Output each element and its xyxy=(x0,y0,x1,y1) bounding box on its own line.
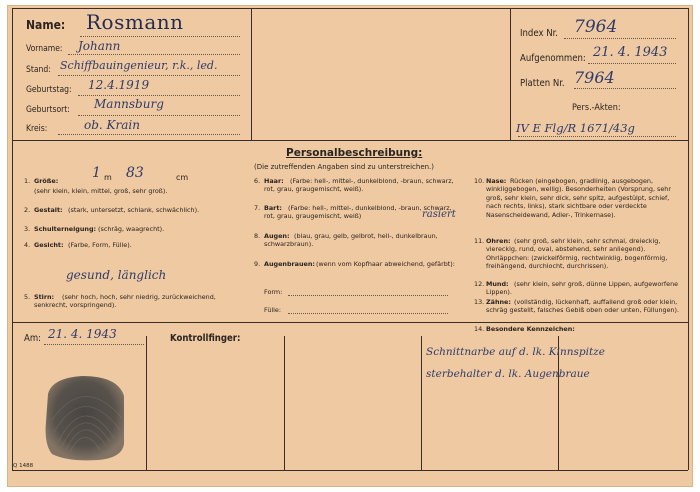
header-col-2 xyxy=(510,8,511,140)
pers-akten-label: Pers.-Akten: xyxy=(572,103,621,113)
bart-text: (Farbe: hell-, mittel-, dunkelblond, -braun, schwarz, rot, grau, graugemischt, weiß) xyxy=(264,204,452,221)
mund-num: 12. xyxy=(474,280,485,288)
mund-text: (sehr klein, sehr groß, dünne Lippen, aufgeworfene Lippen). xyxy=(486,280,679,297)
stand-value: Schiffbauingenieur, r.k., led. xyxy=(60,59,218,72)
am-label: Am: xyxy=(24,333,42,344)
form-label: Form: xyxy=(264,288,283,296)
personal-subtitle: (Die zutreffenden Angaben sind zu unterstreichen.) xyxy=(254,163,435,171)
bart-title: Bart: xyxy=(264,204,282,212)
zaehne-title: Zähne: xyxy=(486,298,511,306)
aufgenommen-value: 21. 4. 1943 xyxy=(593,45,668,60)
am-value: 21. 4. 1943 xyxy=(48,327,117,341)
index-value: 7964 xyxy=(574,17,618,37)
gesicht-text: (Farbe, Form, Fülle). xyxy=(68,241,132,249)
geburtstag-label: Geburtstag: xyxy=(26,85,72,95)
kenn-value-1: Schnittnarbe auf d. lk. Kinnspitze xyxy=(426,346,605,358)
brauen-text: (wenn vom Kopfhaar abweichend, gefärbt): xyxy=(316,260,455,268)
aufgenommen-label: Aufgenommen: xyxy=(520,53,586,64)
personal-title: Personalbeschreibung: xyxy=(286,147,423,159)
groesse-cm-value: 83 xyxy=(126,165,144,181)
header-divider xyxy=(12,140,688,141)
geburtsort-label: Geburtsort: xyxy=(26,105,70,115)
groesse-cm-unit: cm xyxy=(176,173,189,182)
nase-num: 10. xyxy=(474,177,485,185)
gesicht-num: 4. xyxy=(24,241,31,249)
bart-num: 7. xyxy=(254,204,261,212)
kenn-value-2: sterbehalter d. lk. Augenbraue xyxy=(426,368,590,380)
top-border xyxy=(12,8,688,9)
stand-line xyxy=(58,75,240,76)
nase-title: Nase: xyxy=(486,177,507,185)
groesse-m-value: 1 xyxy=(92,165,101,181)
ohren-num: 11. xyxy=(474,237,485,245)
kenn-title: Besondere Kennzeichen: xyxy=(486,325,575,333)
finger-col-2 xyxy=(284,336,285,470)
platten-line xyxy=(574,88,676,89)
augen-title: Augen: xyxy=(264,232,290,240)
header-col-1 xyxy=(251,8,252,140)
groesse-text: (sehr klein, klein, mittel, groß, sehr groß). xyxy=(34,187,168,195)
vorname-value: Johann xyxy=(78,39,121,53)
identity-card xyxy=(8,6,692,486)
kontroll-label: Kontrollfinger: xyxy=(170,333,241,344)
mund-title: Mund: xyxy=(486,280,509,288)
gesicht-title: Gesicht: xyxy=(34,241,64,249)
fuelle-label: Fülle: xyxy=(264,306,282,314)
right-border xyxy=(688,8,689,470)
augen-num: 8. xyxy=(254,232,261,240)
pers-akten-value: IV E Flg/R 1671/43g xyxy=(516,121,635,135)
kreis-label: Kreis: xyxy=(26,124,48,134)
stirn-title: Stirn: xyxy=(34,293,55,301)
stirn-text: (sehr hoch, hoch, sehr niedrig, zurückweichend, senkrecht, vorspringend). xyxy=(34,293,216,310)
brauen-num: 9. xyxy=(254,260,261,268)
nase-text: Rücken (eingebogen, gradlinig, ausgebogen, winkliggebogen, wellig). Besonderheiten (Vorsprung, sehr groß, sehr klein, sehr dick, sehr spitz, aufgestülpt, schief, nach rechts, links), stark sichtbare oder verdeckte Nasenscheidewand, Adler-, Trinkernase). xyxy=(486,177,671,219)
fuelle-line xyxy=(288,313,448,314)
vorname-label: Vorname: xyxy=(26,44,63,54)
left-border xyxy=(12,8,13,470)
ohren-text: (sehr groß, sehr klein, sehr schmal, dreieckig, viereckig, rund, oval, abstehend, sehr anliegend). Ohrläppchen: (zwickelförmig, rechtwinklig, bogenförmig, freihängend, durchlocht, durchrissen). xyxy=(486,237,668,271)
ohren-title: Ohren: xyxy=(486,237,511,245)
groesse-title: Größe: xyxy=(34,177,59,185)
index-line xyxy=(564,38,676,39)
groesse-num: 1. xyxy=(24,177,31,185)
vorname-line xyxy=(68,54,240,55)
index-label: Index Nr. xyxy=(520,28,558,39)
haar-num: 6. xyxy=(254,177,261,185)
name-label: Name: xyxy=(26,18,66,32)
kenn-num: 14. xyxy=(474,325,485,333)
form-code: Q 1488 xyxy=(13,463,34,469)
aufgenommen-line xyxy=(588,63,676,64)
name-line xyxy=(80,36,240,37)
brauen-title: Augenbrauen: xyxy=(264,260,315,268)
groesse-m-unit: m xyxy=(104,173,112,182)
bottom-divider xyxy=(12,322,688,323)
zaehne-num: 13. xyxy=(474,298,485,306)
finger-col-1 xyxy=(146,336,147,470)
fingerprint-image xyxy=(38,372,130,464)
haar-title: Haar: xyxy=(264,177,284,185)
platten-label: Platten Nr. xyxy=(520,78,565,89)
pers-akten-line xyxy=(518,136,676,137)
form-line xyxy=(288,295,448,296)
augen-text: (blau, grau, gelb, gelbrot, hell-, dunkelbraun, schwarzbraun). xyxy=(264,232,438,249)
gestalt-text: (stark, untersetzt, schlank, schwächlich). xyxy=(68,206,200,214)
platten-value: 7964 xyxy=(574,68,615,87)
schulter-num: 3. xyxy=(24,225,31,233)
geburtstag-value: 12.4.1919 xyxy=(88,78,150,92)
name-value: Rosmann xyxy=(86,10,184,34)
finger-col-3 xyxy=(421,336,422,470)
schulter-text: (schräg, waagrecht). xyxy=(98,225,165,233)
stand-label: Stand: xyxy=(26,65,51,75)
geburtstag-line xyxy=(78,95,240,96)
stirn-num: 5. xyxy=(24,293,31,301)
bottom-border xyxy=(12,470,688,471)
schulter-title: Schulterneigung: xyxy=(34,225,97,233)
gestalt-num: 2. xyxy=(24,206,31,214)
kreis-line xyxy=(58,134,240,135)
kreis-value: ob. Krain xyxy=(84,118,140,132)
bart-value: rasiert xyxy=(422,209,456,220)
gestalt-title: Gestalt: xyxy=(34,206,63,214)
am-line xyxy=(44,344,144,345)
haar-text: (Farbe: hell-, mittel-, dunkelblond, -braun, schwarz, rot, grau, graugemischt, weiß). xyxy=(264,177,454,194)
geburtsort-line xyxy=(78,115,240,116)
gesicht-value: gesund, länglich xyxy=(66,268,167,282)
zaehne-text: (vollständig, lückenhaft, auffallend groß oder klein, schräg gestellt, falsches Gebiß oben oder unten, Füllungen). xyxy=(486,298,680,315)
geburtsort-value: Mannsburg xyxy=(94,97,164,111)
